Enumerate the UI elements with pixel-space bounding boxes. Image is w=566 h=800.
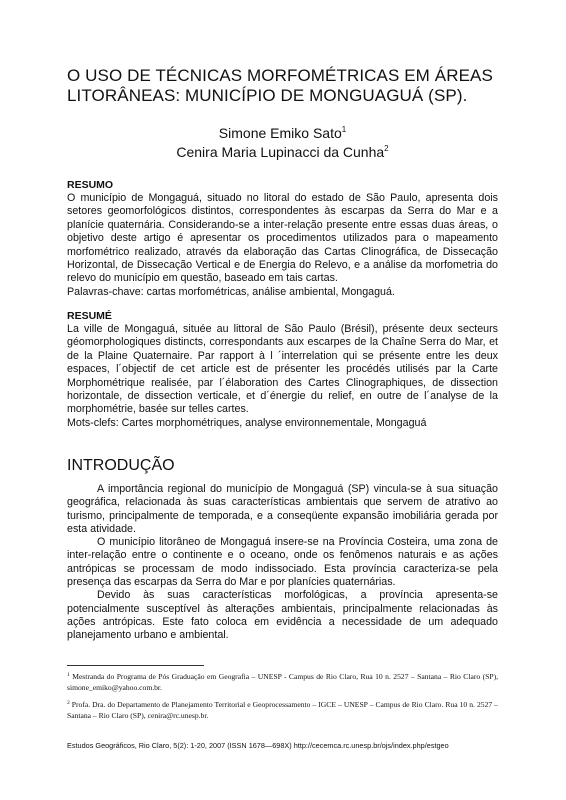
title-line-1: O USO DE TÉCNICAS MORFOMÉTRICAS EM ÁREAS <box>67 66 493 85</box>
resume-abstract <box>67 323 498 430</box>
footnote-mark: 2 <box>384 144 389 153</box>
footnote-divider <box>67 665 204 666</box>
footnote-2 <box>67 700 498 721</box>
paragraph: A importância regional do município de Mongaguá (SP) vincula-se à sua situação geográfica, relacionada às suas características ambientais que servem de atrativo ao turismo, principalmente de temporada, e a conseqüente expansão imobiliária gerada por esta atividade. <box>67 483 498 535</box>
author-1 <box>67 124 498 143</box>
paragraph: O município litorâneo de Mongaguá insere-se na Província Costeira, uma zona de inter-relação entre o continente e o oceano, onde os fenômenos naturais e as ações antrópicas se processam de modo indissociado. Esta província caracteriza-se pela presença das escarpas da Serra do Mar e por planícies quaternárias. <box>67 536 498 589</box>
introducao-heading: INTRODUÇÃO <box>67 457 175 474</box>
resume-keywords: Mots-clefs: Cartes morphométriques, analyse environnementale, Mongaguá <box>67 416 427 429</box>
resumo-heading: RESUMO <box>67 179 114 191</box>
footnote-1 <box>67 672 498 693</box>
footnote-text: Mestranda do Programa de Pós Graduação em Geografia – UNESP - Campus de Rio Claro, Rua 10 n. 2527 – Santana – Rio Claro (SP), simone_emiko@yahoo.com.br. <box>67 672 498 692</box>
footnote-mark: 1 <box>341 125 347 134</box>
resumo-keywords: Palavras-chave: cartas morfométricas, análise ambiental, Mongaguá. <box>67 285 395 298</box>
footnote-mark: 2 <box>67 700 70 706</box>
paper-title <box>67 66 507 106</box>
author-name: Simone Emiko Sato <box>218 125 342 141</box>
resumo-text: O município de Mongaguá, situado no litoral do estado de São Paulo, apresenta dois setores geomorfológicos distintos, correspondentes às escarpas da Serra do Mar e a planície quaternária. Considerando-se a inter-relação presente entre essas duas áreas, o objetivo deste artigo é apresentar os procedimentos utilizados para o mapeamento morfométrico realizado, através da elaboração das Cartas Clinográfica, de Dissecação Horizontal, de Dissecação Vertical e de Energia do Relevo, e a análise da morfometria do relevo do município em questão, baseado em tais cartas. <box>67 192 498 285</box>
introducao-body <box>67 483 498 643</box>
footnote-text: Profa. Dra. do Departamento de Planejamento Territorial e Geoprocessamento – IGCE – UNESP – Campus de Rio Claro. Rua 10 n. 2527 – Santana – Rio Claro (SP), cenira@rc.unesp.br. <box>67 700 498 720</box>
resume-text: La ville de Mongaguá, située au littoral de São Paulo (Brésil), présente deux secteurs géomorphologiques distincts, correspondants aux escarpes de la Chaîne Serra do Mar, et de la Plaine Quaternaire. Par rapport à l ´interrelation qui se présente entre les deux espaces, l´objectif de cet article est de présenter les procédés utilisés par la Carte Morphométrique realisée, par l´élaboration des Cartes Clinographiques, de dissection horizontale, de dissection verticale, et d´énergie du relief, en outre de l´analyse de la morphométrie, basée sur telles cartes. <box>67 323 498 416</box>
resume-heading: RESUMÉ <box>67 310 112 322</box>
journal-citation-footer: Estudos Geográficos, Rio Claro, 5(2): 1-20, 2007 (ISSN 1678—698X) http://cecemca.rc.unesp.br/ojs/index.php/estgeo <box>67 741 449 750</box>
footnote-mark: 1 <box>67 672 70 678</box>
title-line-2: LITORÂNEAS: MUNICÍPIO DE MONGUAGUÁ (SP). <box>67 86 468 105</box>
author-list <box>67 124 498 162</box>
author-name: Cenira Maria Lupinacci da Cunha <box>176 144 385 160</box>
author-2 <box>67 143 498 162</box>
paragraph: Devido às suas características morfológicas, a província apresenta-se potencialmente susceptível às alterações ambientais, principalmente relacionadas às ações antrópicas. Este fato coloca em evidência a necessidade de um adequado planejamento urbano e ambiental. <box>67 589 498 642</box>
resumo-abstract <box>67 192 498 299</box>
